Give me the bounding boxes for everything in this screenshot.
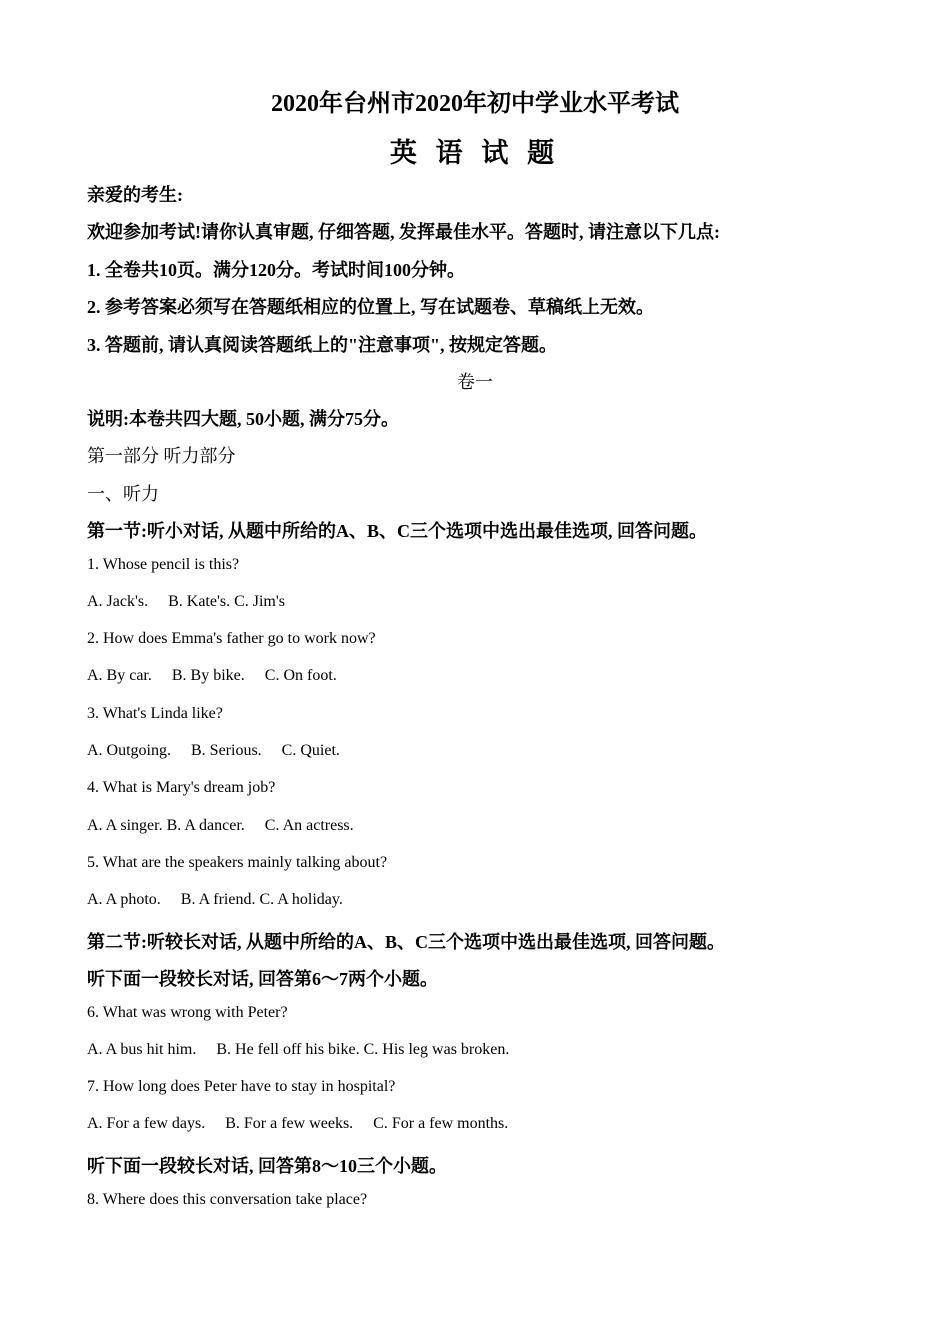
section-2-heading: 第二节:听较长对话, 从题中所给的A、B、C三个选项中选出最佳选项, 回答问题。 [87, 932, 725, 952]
volume-description: 说明:本卷共四大题, 50小题, 满分75分。 [87, 409, 399, 429]
section-1-heading: 第一节:听小对话, 从题中所给的A、B、C三个选项中选出最佳选项, 回答问题。 [87, 521, 707, 541]
question-7: 7. How long does Peter have to stay in hospital? [87, 1078, 396, 1095]
note-2: 2. 参考答案必须写在答题纸相应的位置上, 写在试题卷、草稿纸上无效。 [87, 297, 654, 317]
listening-heading: 一、听力 [87, 484, 159, 504]
note-3: 3. 答题前, 请认真阅读答题纸上的"注意事项", 按规定答题。 [87, 335, 557, 355]
question-7-options: A. For a few days. B. For a few weeks. C. For a few months. [87, 1115, 509, 1132]
dialog-8-10-instruction: 听下面一段较长对话, 回答第8～10三个小题。 [87, 1156, 447, 1176]
question-1-options: A. Jack's. B. Kate's. C. Jim's [87, 593, 285, 610]
question-2-options: A. By car. B. By bike. C. On foot. [87, 667, 337, 684]
dialog-6-7-instruction: 听下面一段较长对话, 回答第6～7两个小题。 [87, 969, 438, 989]
question-8: 8. Where does this conversation take place? [87, 1191, 368, 1208]
question-3: 3. What's Linda like? [87, 705, 223, 722]
question-5: 5. What are the speakers mainly talking about? [87, 854, 388, 871]
question-1: 1. Whose pencil is this? [87, 556, 240, 573]
question-6: 6. What was wrong with Peter? [87, 1004, 288, 1021]
note-1: 1. 全卷共10页。满分120分。考试时间100分钟。 [87, 260, 465, 280]
part-one-heading: 第一部分 听力部分 [87, 446, 236, 466]
question-4-options: A. A singer. B. A dancer. C. An actress. [87, 817, 354, 834]
exam-subtitle: 英 语 试 题 [389, 138, 561, 168]
greeting: 亲爱的考生: [87, 185, 183, 205]
welcome-text: 欢迎参加考试!请你认真审题, 仔细答题, 发挥最佳水平。答题时, 请注意以下几点: [87, 222, 720, 242]
question-6-options: A. A bus hit him. B. He fell off his bike. C. His leg was broken. [87, 1041, 510, 1058]
volume-label: 卷一 [457, 372, 493, 392]
question-5-options: A. A photo. B. A friend. C. A holiday. [87, 891, 343, 908]
question-3-options: A. Outgoing. B. Serious. C. Quiet. [87, 742, 340, 759]
question-4: 4. What is Mary's dream job? [87, 779, 276, 796]
question-2: 2. How does Emma's father go to work now? [87, 630, 376, 647]
exam-title: 2020年台州市2020年初中学业水平考试 [271, 91, 679, 117]
